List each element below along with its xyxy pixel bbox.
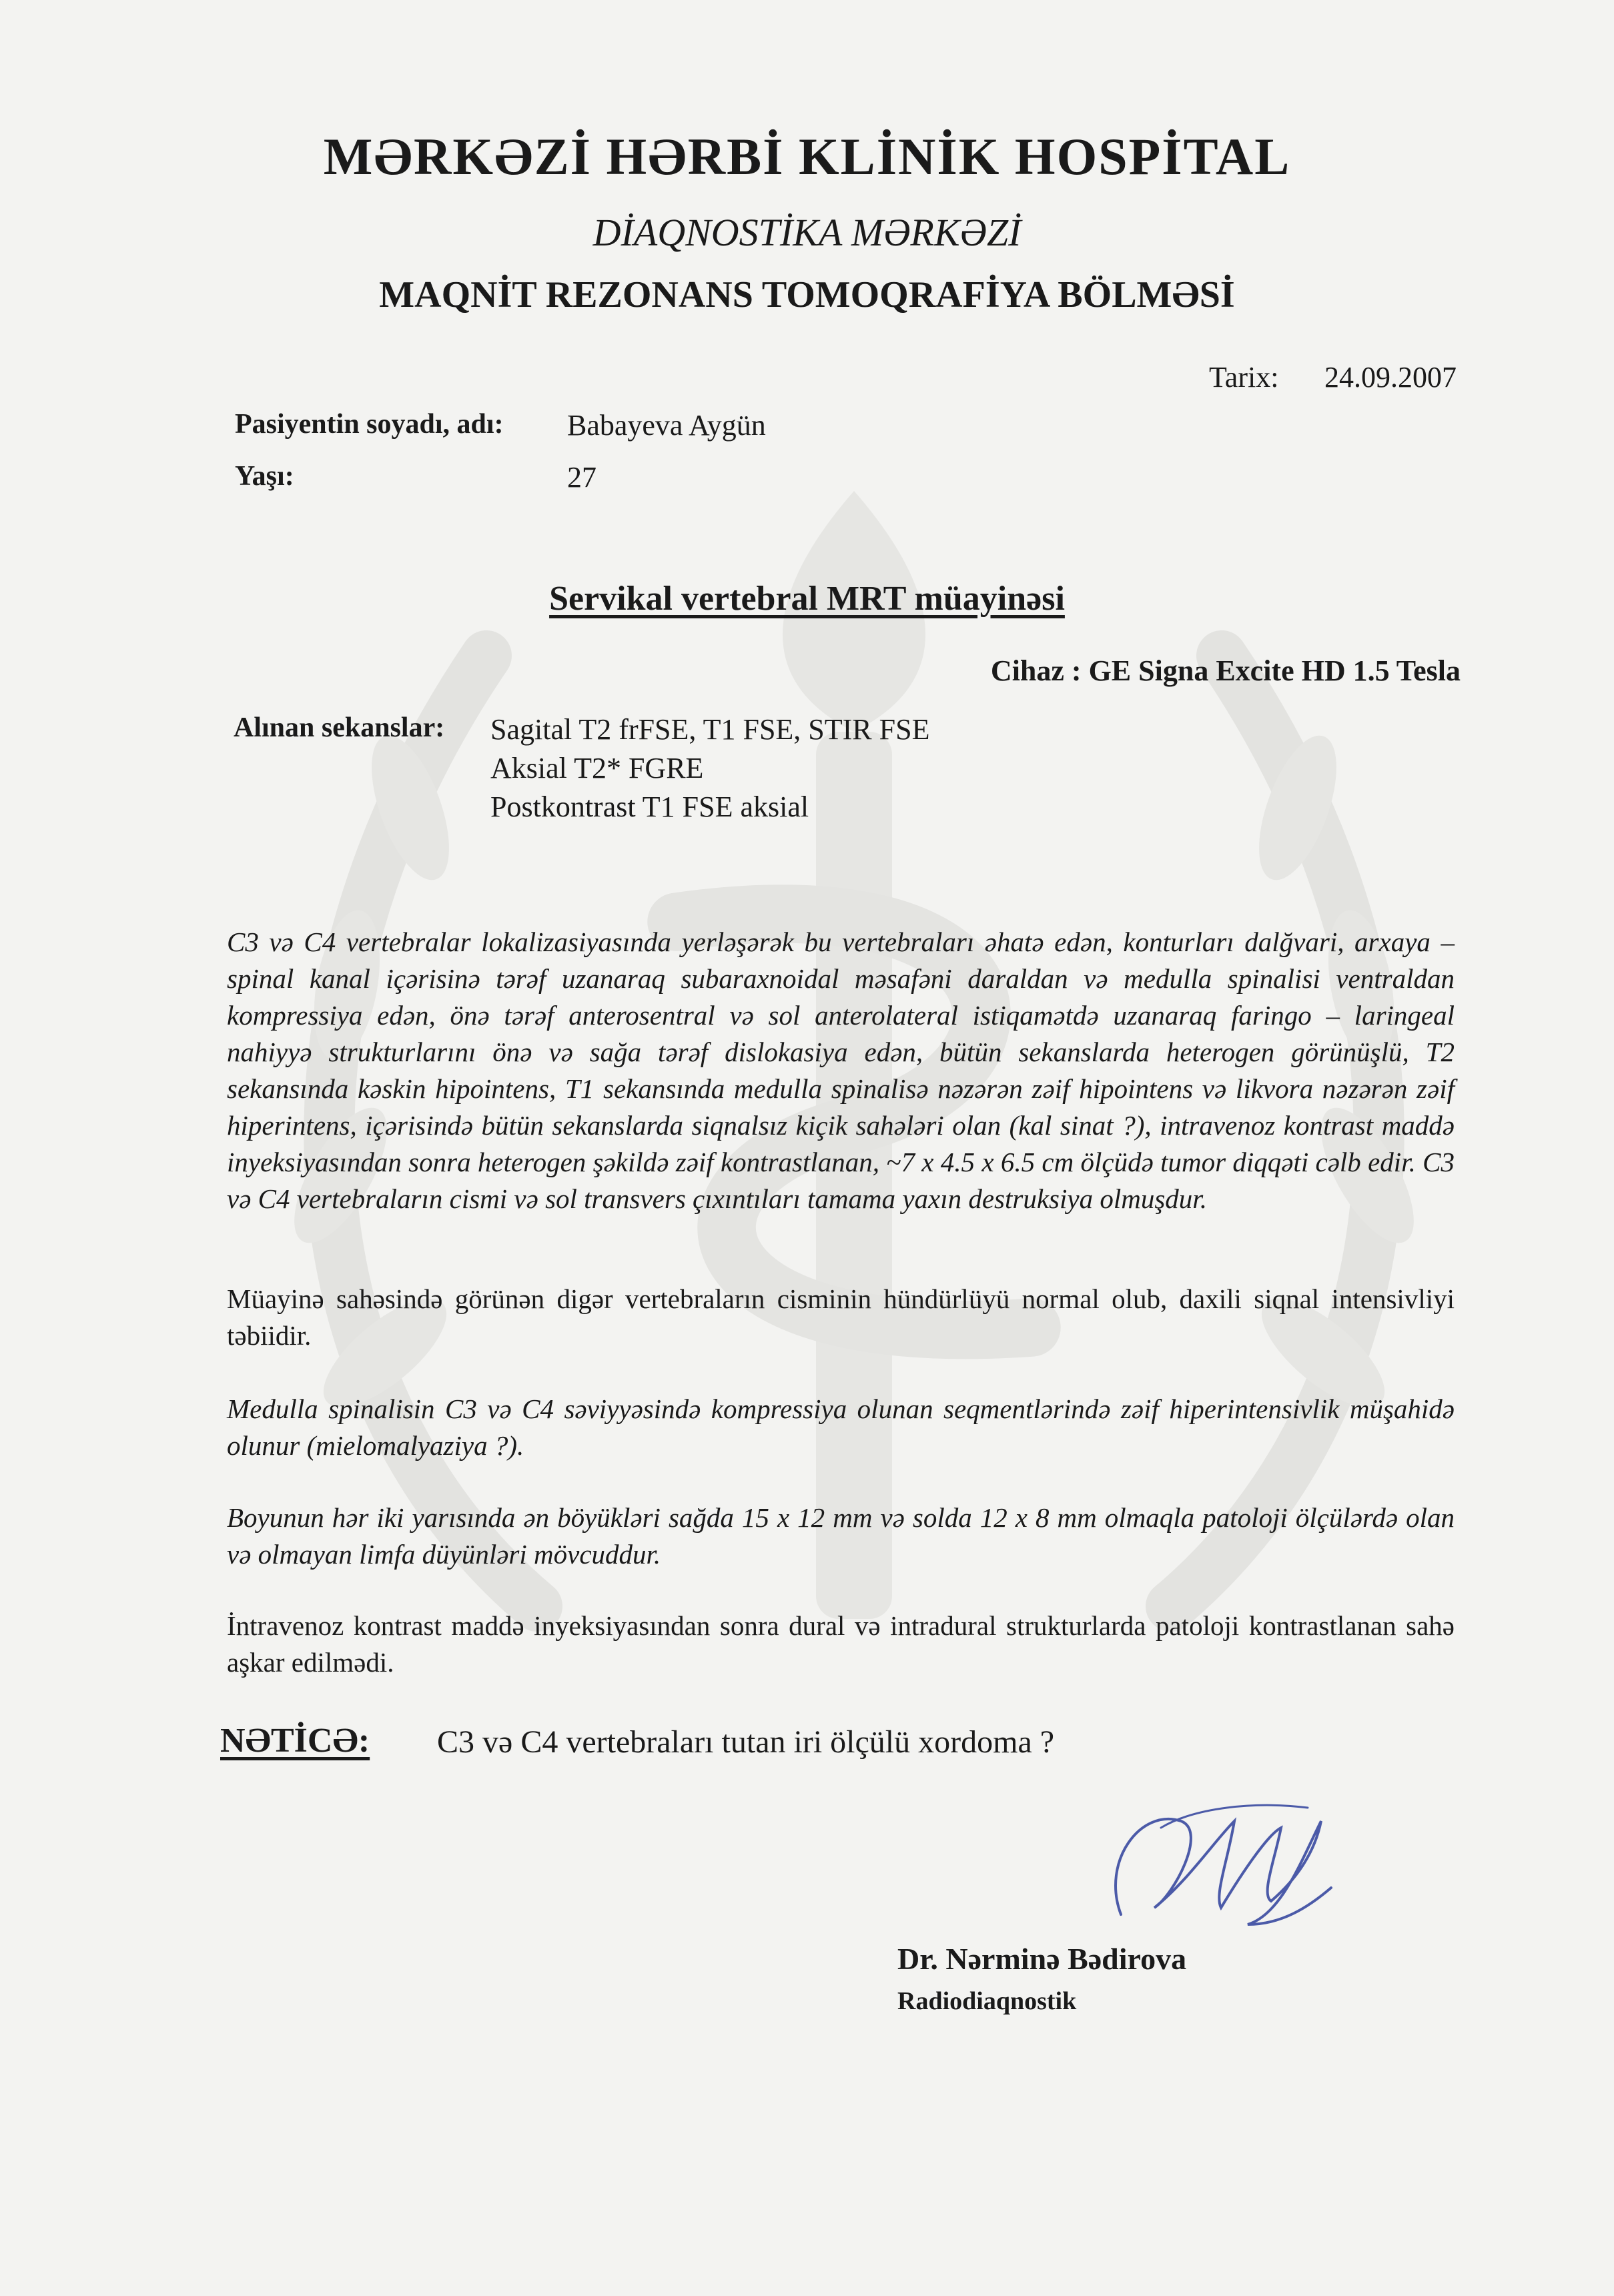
sequence-list — [490, 710, 929, 826]
findings-paragraph-1: C3 və C4 vertebralar lokalizasiyasında yerləşərək bu vertebraları əhatə edən, konturları dalğvari, arxaya – spinal kanal içərisinə tərəf uzanaraq subaraxnoidal məsafəni daraldan və medulla spinalisi ventraldan kompressiya edən, önə tərəf anterosentral və sol anterolateral istiqamətdə uzanaraq faringo – laringeal nahiyyə strukturlarını önə və sağa tərəf dislokasiya edən, bütün sekanslarda heterogen görünüşlü, T2 sekansında kəskin hipointens, T1 sekansında medulla spinalisə nəzərən zəif hipointens və likvora nəzərən zəif hiperintens, içərisində bütün sekanslarda siqnalsız kiçik sahələri olan (kal sinat ?), intravenoz kontrast maddə inyeksiyasından sonra heterogen şəkildə zəif kontrastlanan, ~7 x 4.5 x 6.5 cm ölçüdə tumor diqqəti cəlb edir. C3 və C4 vertebraların cismi və sol transvers çıxıntıları tamama yaxın destruksiya olmuşdur. — [227, 927, 1455, 1214]
patient-name-label: Pasiyentin soyadı, adı: — [235, 409, 504, 440]
sequences-label: Alınan sekanslar: — [234, 712, 445, 743]
findings-paragraph-2: Müayinə sahəsində görünən digər vertebraların cisminin hündürlüyü normal olub, daxili siqnal intensivliyi təbiidir. — [227, 1283, 1455, 1351]
findings-paragraph-4: Boyunun hər iki yarısında ən böyükləri sağda 15 x 12 mm və solda 12 x 8 mm olmaqla patoloji ölçülərdə olan və olmayan limfa düyünləri mövcuddur. — [227, 1502, 1455, 1570]
signature-icon — [1081, 1781, 1348, 1934]
hospital-name: MƏRKƏZİ HƏRBİ KLİNİK HOSPİTAL — [323, 127, 1291, 185]
patient-age-label: Yaşı: — [235, 461, 294, 492]
patient-age: 27 — [567, 461, 596, 494]
conclusion-text: C3 və C4 vertebraları tutan iri ölçülü xordoma ? — [437, 1724, 1055, 1760]
findings-paragraph-5: İntravenoz kontrast maddə inyeksiyasından sonra dural və intradural strukturlarda patoloji kontrastlanan sahə aşkar edilmədi. — [227, 1610, 1455, 1678]
conclusion-label: NƏTİCƏ: — [220, 1722, 370, 1760]
date-label: Tarix: — [1209, 361, 1279, 394]
device-info: Cihaz : GE Signa Excite HD 1.5 Tesla — [990, 654, 1461, 687]
sequence-item: Postkontrast T1 FSE aksial — [490, 790, 809, 823]
findings-paragraph-3: Medulla spinalisin C3 və C4 səviyyəsində kompressiya olunan seqmentlərində zəif hiperintensivlik müşahidə olunur (mielomalyaziya ?). — [227, 1393, 1455, 1461]
exam-title: Servikal vertebral MRT müayinəsi — [549, 580, 1065, 618]
center-name: DİAQNOSTİKA MƏRKƏZİ — [592, 211, 1022, 254]
department-name: MAQNİT REZONANS TOMOQRAFİYA BÖLMƏSİ — [379, 274, 1235, 316]
sequence-item: Sagital T2 frFSE, T1 FSE, STIR FSE — [490, 713, 930, 746]
sequence-item: Aksial T2* FGRE — [490, 752, 704, 784]
doctor-name: Dr. Nərminə Bədirova — [897, 1942, 1187, 1976]
doctor-title: Radiodiaqnostik — [897, 1987, 1077, 2015]
patient-name: Babayeva Aygün — [567, 409, 766, 442]
date-value: 24.09.2007 — [1324, 361, 1457, 394]
